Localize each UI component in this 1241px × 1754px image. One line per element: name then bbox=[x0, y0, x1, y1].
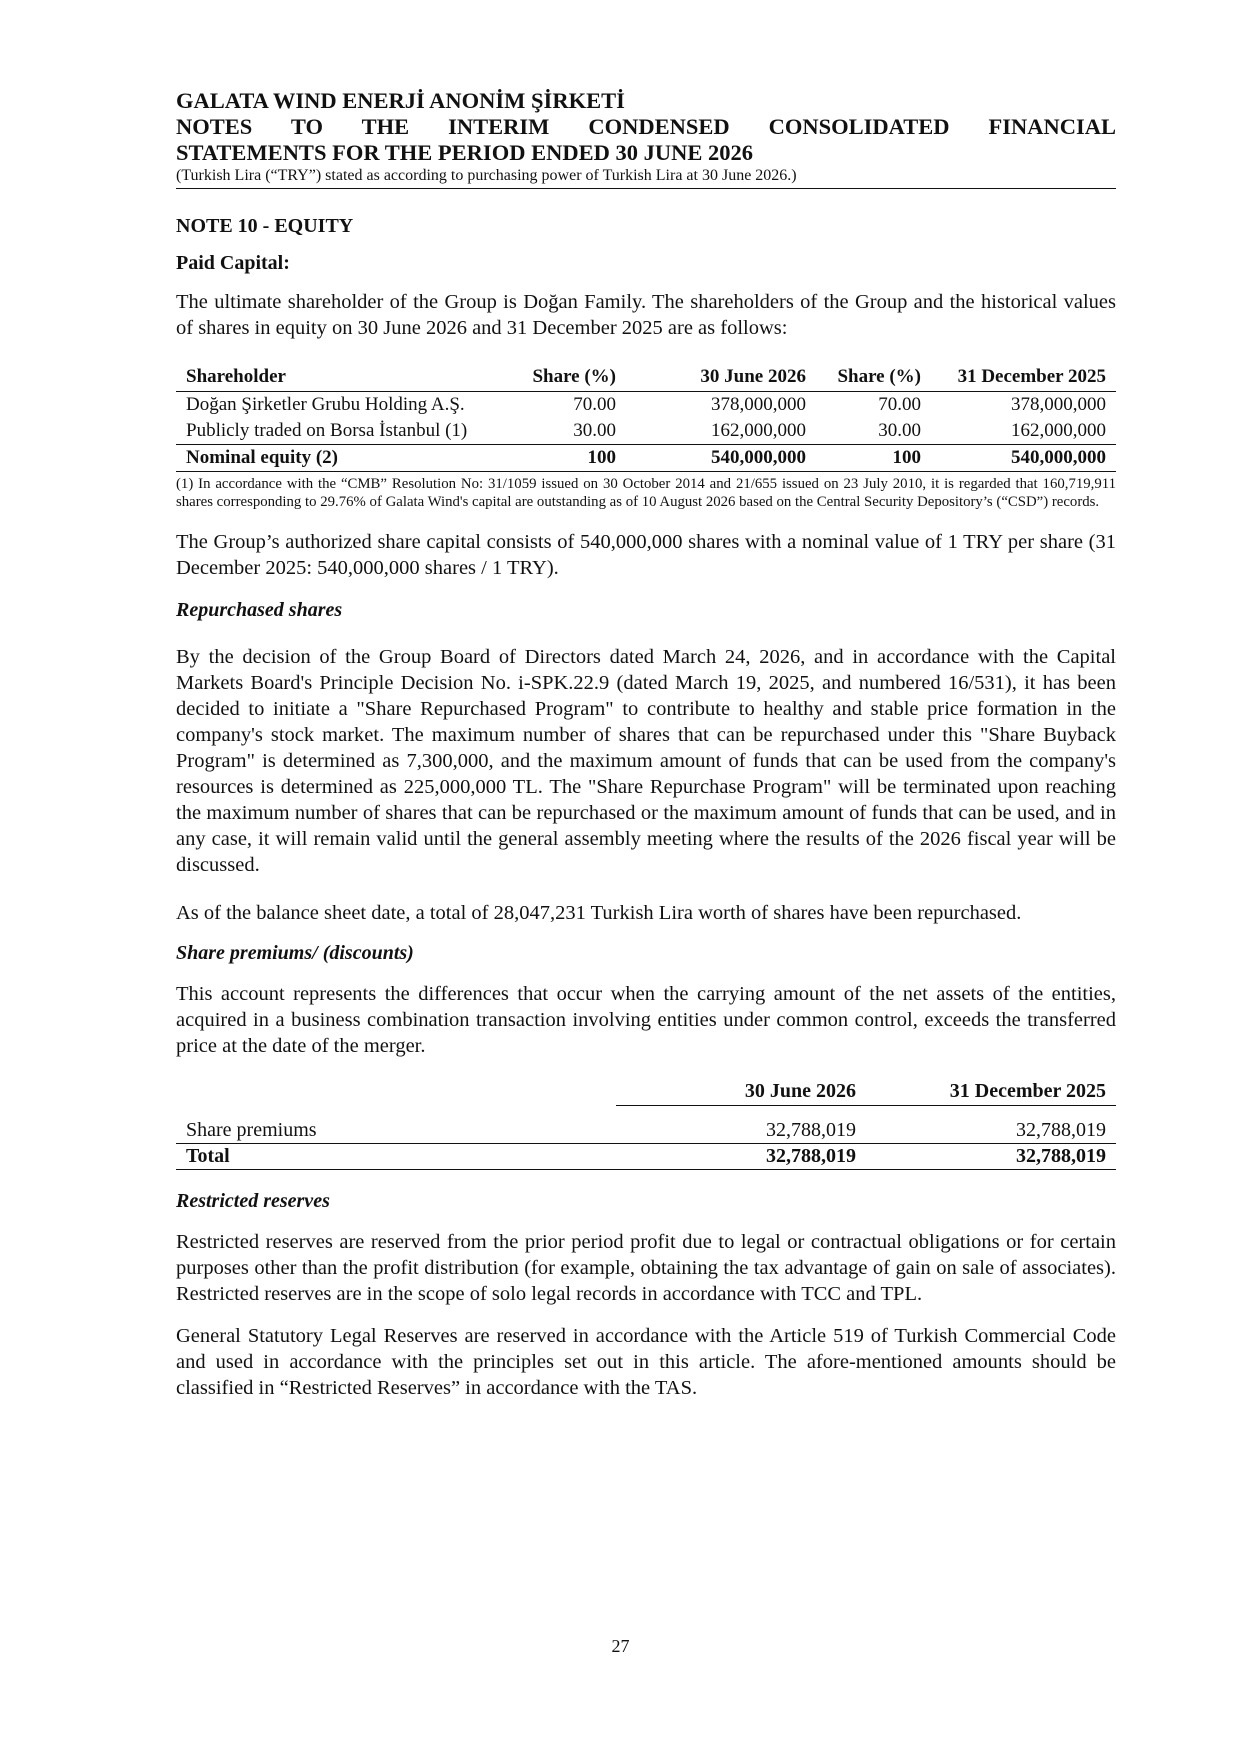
note-title: NOTE 10 - EQUITY bbox=[176, 215, 354, 237]
repurchased-paragraph: By the decision of the Group Board of Directors dated March 24, 2026, and in accordance with the Capital Markets Board's Principle Decision No. i-SPK.22.9 (dated March 19, 2025, and numbered 16/531), it has been decided to initiate a "Share Repurchased Program" to contribute to healthy and stable price formation in the company's stock market. The maximum number of shares that can be repurchased under this "Share Buyback Program" is determined as 7,300,000, and the maximum amount of funds that can be used from the company's resources is determined as 225,000,000 TL. The "Share Repurchase Program" will be terminated upon reaching the maximum number of shares that can be repurchased or the maximum amount of funds that can be used, and in any case, it will remain valid until the general assembly meeting where the results of the 2026 fiscal year will be discussed. bbox=[176, 646, 1116, 876]
table-row bbox=[176, 392, 1116, 419]
cell-premiums-label: Share premiums bbox=[186, 1118, 317, 1141]
share-premiums-title: Share premiums/ (discounts) bbox=[176, 942, 414, 964]
paid-capital-intro: The ultimate shareholder of the Group is Doğan Family. The shareholders of the Group and the historical values of shares in equity on 30 June 2026 and 31 December 2025 are as follows: bbox=[176, 291, 1116, 339]
cell-june-2026: 162,000,000 bbox=[711, 420, 806, 441]
document-header bbox=[176, 88, 1116, 189]
col-header-shareholder: Shareholder bbox=[176, 363, 506, 392]
shareholders-table bbox=[176, 363, 1116, 472]
col-header-share-2025: Share (%) bbox=[816, 363, 931, 392]
company-name: GALATA WIND ENERJİ ANONİM ŞİRKETİ bbox=[176, 88, 625, 113]
table-footnote: (1) In accordance with the “CMB” Resolution No: 31/1059 issued on 30 October 2014 and 21/655 issued on 23 July 2010, it is regarded that 160,719,911 shares corresponding to 29.76% of Galata Wind's capital are outstanding as of 10 August 2026 based on the Central Security Depository’s (“CSD”) records. bbox=[176, 476, 1116, 510]
cell-june-2026: 378,000,000 bbox=[711, 394, 806, 415]
cell-share-2025: 30.00 bbox=[878, 420, 921, 441]
cell-premiums-june-2026: 32,788,019 bbox=[766, 1118, 856, 1141]
repurchased-shares-title: Repurchased shares bbox=[176, 599, 343, 621]
cell-premiums-total-dec-2025: 32,788,019 bbox=[866, 1143, 1116, 1169]
premiums-total-row bbox=[176, 1143, 1116, 1169]
premiums-header-row bbox=[176, 1077, 1116, 1106]
share-premiums-table bbox=[176, 1077, 1116, 1170]
authorized-capital-paragraph: The Group’s authorized share capital consists of 540,000,000 shares with a nominal value of 1 TRY per share (31 December 2025: 540,000,000 shares / 1 TRY). bbox=[176, 531, 1116, 579]
cell-total-june-2026: 540,000,000 bbox=[626, 445, 816, 472]
statutory-reserves-paragraph: General Statutory Legal Reserves are reserved in accordance with the Article 519 of Turkish Commercial Code and used in accordance with the principles set out in this article. The afore-mentioned amounts should be classified in “Restricted Reserves” in accordance with the TAS. bbox=[176, 1324, 1116, 1399]
premiums-spacer-row bbox=[176, 1106, 1116, 1118]
header-subtitle: (Turkish Lira (“TRY”) stated as according to purchasing power of Turkish Lira at 30 June 2026.) bbox=[176, 166, 1116, 189]
header-title-line1: NOTES TO THE INTERIM CONDENSED CONSOLIDATED FINANCIAL bbox=[176, 114, 1116, 139]
cell-total-share-2026: 100 bbox=[506, 445, 626, 472]
paid-capital-title: Paid Capital: bbox=[176, 252, 290, 274]
cell-total-label: Nominal equity (2) bbox=[176, 445, 506, 472]
col-header-dec-2025: 31 December 2025 bbox=[866, 1077, 1116, 1106]
cell-total-dec-2025: 540,000,000 bbox=[931, 445, 1116, 472]
cell-dec-2025: 378,000,000 bbox=[1011, 394, 1106, 415]
document-page bbox=[176, 88, 1116, 1401]
header-title-line2: STATEMENTS FOR THE PERIOD ENDED 30 JUNE 2026 bbox=[176, 140, 753, 165]
table-total-row bbox=[176, 445, 1116, 472]
cell-dec-2025: 162,000,000 bbox=[1011, 420, 1106, 441]
cell-shareholder: Doğan Şirketler Grubu Holding A.Ş. bbox=[186, 394, 465, 415]
repurchased-total-paragraph: As of the balance sheet date, a total of 28,047,231 Turkish Lira worth of shares have been repurchased. bbox=[176, 902, 1022, 924]
cell-premiums-total-label: Total bbox=[176, 1143, 616, 1169]
restricted-reserves-paragraph: Restricted reserves are reserved from the prior period profit due to legal or contractual obligations or for certain purposes other than the profit distribution (for example, obtaining the tax advantage of gain on sale of associates). Restricted reserves are in the scope of solo legal records in accordance with TCC and TPL. bbox=[176, 1230, 1116, 1305]
cell-share-2025: 70.00 bbox=[878, 394, 921, 415]
col-header-dec-2025: 31 December 2025 bbox=[931, 363, 1116, 392]
table-row bbox=[176, 418, 1116, 445]
table-row bbox=[176, 1118, 1116, 1144]
col-header-june-2026: 30 June 2026 bbox=[616, 1077, 866, 1106]
page-number: 27 bbox=[611, 1636, 630, 1656]
cell-premiums-total-june-2026: 32,788,019 bbox=[616, 1143, 866, 1169]
premiums-header-blank bbox=[176, 1077, 616, 1106]
cell-share-2026: 70.00 bbox=[573, 394, 616, 415]
table-header-row bbox=[176, 363, 1116, 392]
share-premiums-paragraph: This account represents the differences that occur when the carrying amount of the net assets of the entities, acquired in a business combination transaction involving entities under common control, exceeds the transferred price at the date of the merger. bbox=[176, 983, 1116, 1057]
cell-total-share-2025: 100 bbox=[816, 445, 931, 472]
cell-shareholder: Publicly traded on Borsa İstanbul (1) bbox=[186, 420, 468, 441]
cell-premiums-dec-2025: 32,788,019 bbox=[1016, 1118, 1106, 1141]
restricted-reserves-title: Restricted reserves bbox=[176, 1189, 330, 1212]
col-header-june-2026: 30 June 2026 bbox=[626, 363, 816, 392]
cell-share-2026: 30.00 bbox=[573, 420, 616, 441]
col-header-share-2026: Share (%) bbox=[506, 363, 626, 392]
